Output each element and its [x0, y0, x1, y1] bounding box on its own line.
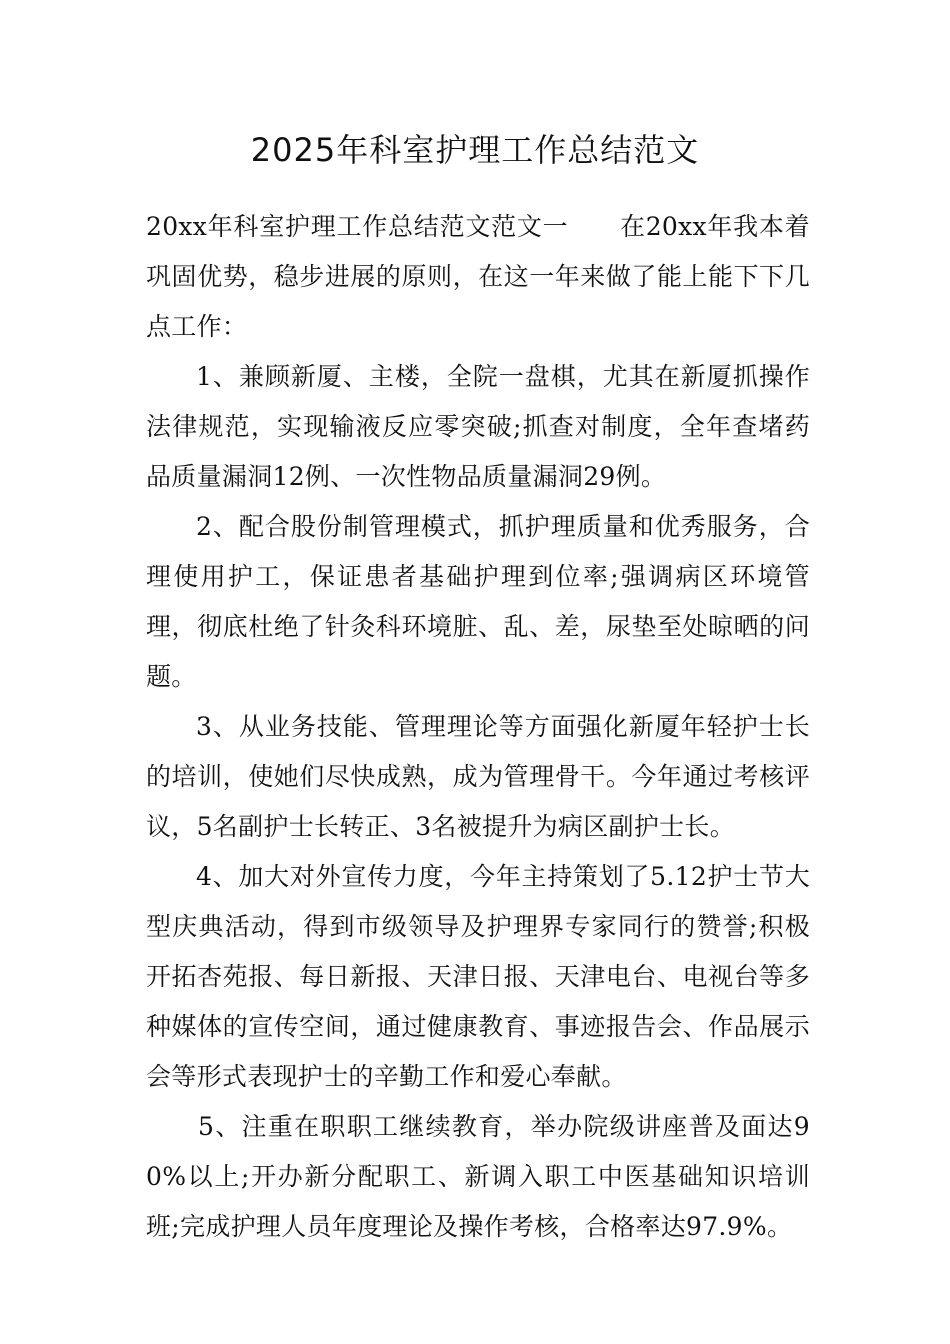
paragraph-item-1: 1、兼顾新厦、主楼，全院一盘棋，尤其在新厦抓操作法律规范，实现输液反应零突破;抓查对制度，全年查堵药品质量漏洞12例、一次性物品质量漏洞29例。: [146, 362, 810, 491]
paragraph-item-3: 3、从业务技能、管理理论等方面强化新厦年轻护士长的培训，使她们尽快成熟，成为管理骨干。今年通过考核评议，5名副护士长转正、3名被提升为病区副护士长。: [146, 712, 810, 841]
document-body: [146, 202, 810, 1252]
paragraph-item-5: 5、注重在职职工继续教育，举办院级讲座普及面达90%以上;开办新分配职工、新调入职工中医基础知识培训班;完成护理人员年度理论及操作考核，合格率达97.9%。: [146, 1112, 810, 1241]
document-title: 2025年科室护理工作总结范文: [250, 131, 700, 169]
paragraph-item-4: 4、加大对外宣传力度，今年主持策划了5.12护士节大型庆典活动，得到市级领导及护理界专家同行的赞誉;积极开拓杏苑报、每日新报、天津日报、天津电台、电视台等多种媒体的宣传空间，通过健康教育、事迹报告会、作品展示会等形式表现护士的辛勤工作和爱心奉献。: [146, 862, 810, 1091]
paragraph-item-2: 2、配合股份制管理模式，抓护理质量和优秀服务，合理使用护工，保证患者基础护理到位率;强调病区环境管理，彻底杜绝了针灸科环境脏、乱、差，尿垫至处晾晒的问题。: [146, 512, 810, 691]
intro-paragraph: 20xx年科室护理工作总结范文范文一 在20xx年我本着巩固优势，稳步进展的原则，在这一年来做了能上能下下几点工作：: [146, 212, 810, 341]
